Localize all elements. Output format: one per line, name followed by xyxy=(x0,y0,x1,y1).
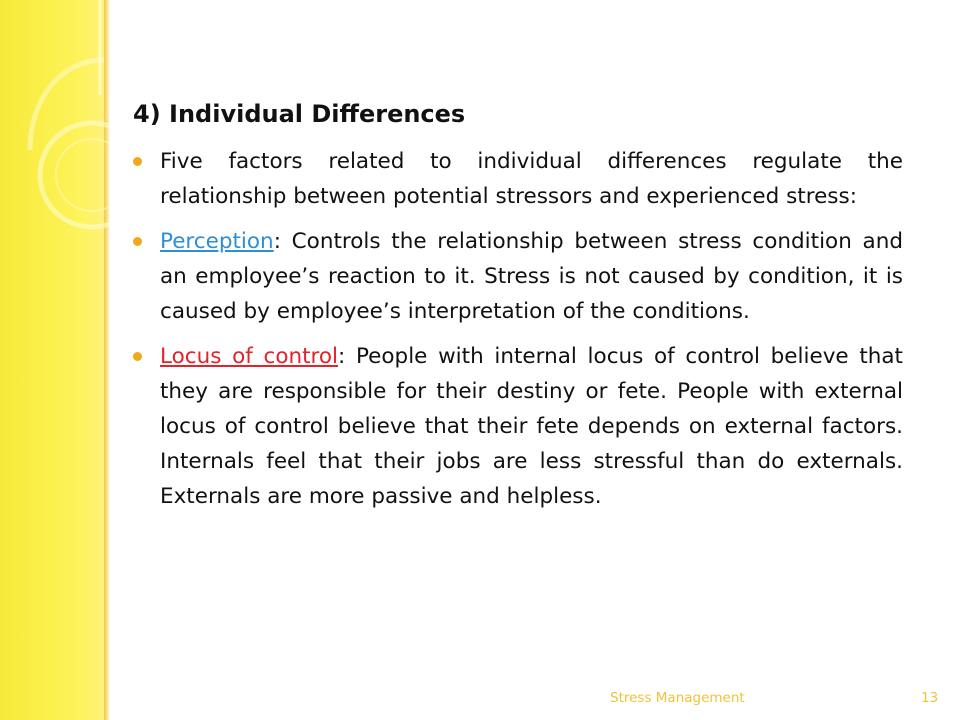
bullet-dot-icon xyxy=(133,352,142,361)
term-separator: : xyxy=(338,344,346,369)
slide-content xyxy=(133,100,903,524)
bullet-text: Controls the relationship between stress condition and an employee’s reaction to it. Stress is not caused by condition, it is caused by employee’s interpretation of the conditions. xyxy=(160,229,903,324)
term-perception-link[interactable]: Perception xyxy=(160,229,274,254)
decorative-swirl-icon xyxy=(0,0,110,320)
footer-page-number: 13 xyxy=(921,690,939,706)
term-separator: : xyxy=(273,229,281,254)
bullet-item-perception xyxy=(133,224,903,329)
bullet-text: People with internal locus of control believe that they are responsible for their destiny or fete. People with external locus of control believe that their fete depends on external factors. Internals feel that their jobs are less stressful than do externals. Externals are more passive and helpless. xyxy=(160,344,903,509)
bullet-dot-icon xyxy=(133,237,142,246)
term-locus-of-control-link[interactable]: Locus of control xyxy=(160,344,339,369)
bullet-text: Five factors related to individual differences regulate the relationship between potential stressors and experienced stress: xyxy=(160,149,903,209)
bullet-item-locus-of-control xyxy=(133,339,903,514)
bullet-list xyxy=(133,144,903,514)
bullet-dot-icon xyxy=(133,157,142,166)
footer-title: Stress Management xyxy=(610,690,745,706)
bullet-item-intro xyxy=(133,144,903,214)
slide-heading: 4) Individual Differences xyxy=(133,100,466,128)
